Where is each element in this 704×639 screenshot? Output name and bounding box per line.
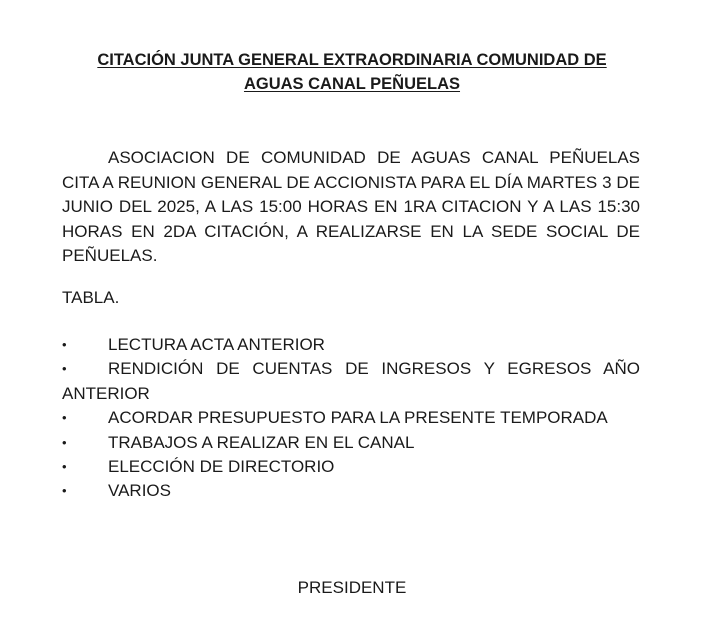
bullet-icon: • bbox=[62, 337, 67, 352]
citation-paragraph: ASOCIACION DE COMUNIDAD DE AGUAS CANAL PEÑUELAS CITA A REUNION GENERAL DE ACCIONISTA PARA EL DÍA MARTES 3 DE JUNIO DEL 2025, A LAS 15:00 HORAS EN 1RA CITACION Y A LAS 15:30 HORAS EN 2DA CITACIÓN, A REALIZARSE EN LA SEDE SOCIAL DE PEÑUELAS. bbox=[62, 148, 640, 265]
agenda-item bbox=[62, 479, 640, 503]
agenda-item-text: ELECCIÓN DE DIRECTORIO bbox=[108, 457, 335, 477]
agenda-item-text: VARIOS bbox=[108, 481, 171, 501]
agenda-item bbox=[62, 357, 640, 406]
agenda-list bbox=[62, 333, 640, 504]
bullet-icon: • bbox=[62, 483, 67, 499]
agenda-item bbox=[62, 406, 640, 430]
agenda-item bbox=[62, 333, 640, 357]
agenda-label: TABLA. bbox=[62, 288, 120, 307]
bullet-icon: • bbox=[62, 434, 67, 450]
title-line-1: CITACIÓN JUNTA GENERAL EXTRAORDINARIA COMUNIDAD DE bbox=[97, 51, 607, 69]
document-title bbox=[40, 48, 664, 96]
agenda-item bbox=[62, 431, 640, 455]
agenda-item bbox=[62, 455, 640, 479]
title-line-2: AGUAS CANAL PEÑUELAS bbox=[243, 75, 461, 93]
agenda-item-text: RENDICIÓN DE CUENTAS DE INGRESOS Y EGRESOS AÑO ANTERIOR bbox=[62, 359, 640, 403]
agenda-item-text: ACORDAR PRESUPUESTO PARA LA PRESENTE TEMPORADA bbox=[108, 408, 608, 428]
bullet-icon: • bbox=[62, 410, 67, 426]
signature-label: PRESIDENTE bbox=[297, 578, 407, 597]
agenda-item-text: LECTURA ACTA ANTERIOR bbox=[108, 335, 325, 354]
bullet-icon: • bbox=[62, 459, 67, 475]
agenda-item-text: TRABAJOS A REALIZAR EN EL CANAL bbox=[108, 432, 415, 452]
bullet-icon: • bbox=[62, 361, 67, 377]
